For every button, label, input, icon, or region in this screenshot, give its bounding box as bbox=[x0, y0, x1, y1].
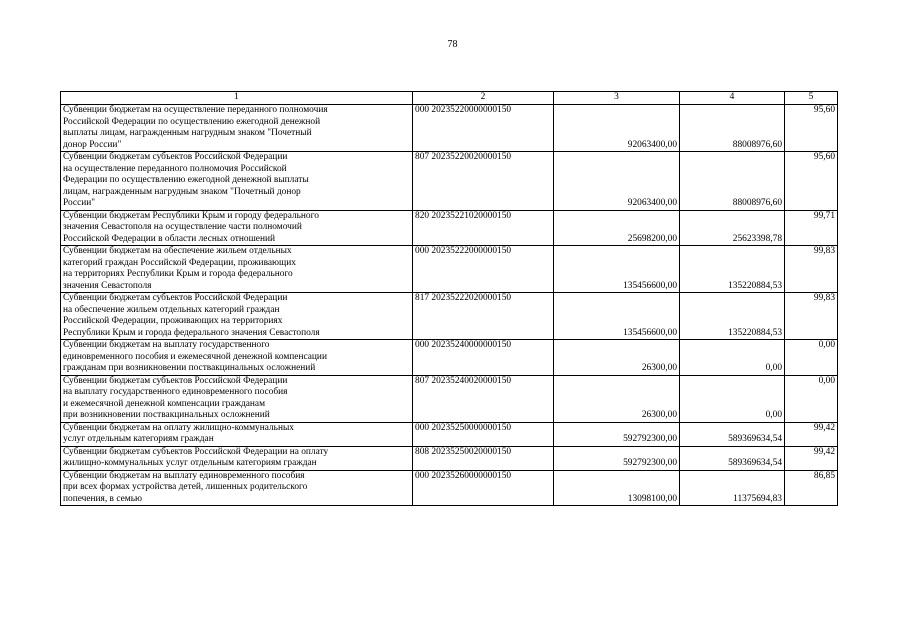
row-percent-cell: 99,42 bbox=[785, 422, 838, 446]
row-fact-cell: 135220884,53 bbox=[680, 293, 785, 340]
row-name-cell: Субвенции бюджетам субъектов Российской Федерации на оплату жилищно-коммунальных услуг отдельным категориям граждан bbox=[61, 446, 413, 470]
row-fact-cell: 11375694,83 bbox=[680, 470, 785, 506]
row-fact-cell: 589369634,54 bbox=[680, 446, 785, 470]
row-fact-cell: 0,00 bbox=[680, 340, 785, 376]
table-row bbox=[61, 293, 838, 340]
row-code-cell: 000 20235222000000150 bbox=[413, 246, 554, 293]
row-fact-cell: 25623398,78 bbox=[680, 210, 785, 246]
row-code-cell: 807 20235220020000150 bbox=[413, 152, 554, 211]
row-fact-cell: 135220884,53 bbox=[680, 246, 785, 293]
row-plan-cell: 26300,00 bbox=[554, 340, 680, 376]
column-header-1: 1 bbox=[61, 92, 413, 105]
row-name-cell: Субвенции бюджетам Республики Крым и городу федерального значения Севастополя на осуществление части полномочий Российской Федерации в области лесных отношений bbox=[61, 210, 413, 246]
row-code-cell: 808 20235250020000150 bbox=[413, 446, 554, 470]
budget-table bbox=[60, 91, 838, 506]
row-code-cell: 000 20235250000000150 bbox=[413, 422, 554, 446]
row-name-cell: Субвенции бюджетам субъектов Российской Федерации на выплату государственного единовременного пособия и ежемесячной денежной компенсации гражданам при возникновении поствакцинальных осложнений bbox=[61, 375, 413, 422]
table-row bbox=[61, 422, 838, 446]
row-plan-cell: 135456600,00 bbox=[554, 246, 680, 293]
row-percent-cell: 95,60 bbox=[785, 152, 838, 211]
row-fact-cell: 88008976,60 bbox=[680, 105, 785, 152]
row-code-cell: 000 20235240000000150 bbox=[413, 340, 554, 376]
row-fact-cell: 589369634,54 bbox=[680, 422, 785, 446]
table-row bbox=[61, 152, 838, 211]
row-plan-cell: 92063400,00 bbox=[554, 105, 680, 152]
column-header-3: 3 bbox=[554, 92, 680, 105]
row-percent-cell: 95,60 bbox=[785, 105, 838, 152]
column-header-4: 4 bbox=[680, 92, 785, 105]
row-fact-cell: 88008976,60 bbox=[680, 152, 785, 211]
row-code-cell: 000 20235260000000150 bbox=[413, 470, 554, 506]
row-plan-cell: 13098100,00 bbox=[554, 470, 680, 506]
row-plan-cell: 92063400,00 bbox=[554, 152, 680, 211]
row-name-cell: Субвенции бюджетам субъектов Российской Федерации на обеспечение жильем отдельных категорий граждан Российской Федерации, проживающих на территориях Республики Крым и города федерального значения Севастополя bbox=[61, 293, 413, 340]
column-header-5: 5 bbox=[785, 92, 838, 105]
row-plan-cell: 592792300,00 bbox=[554, 422, 680, 446]
header-row bbox=[61, 92, 838, 105]
table-row bbox=[61, 246, 838, 293]
row-percent-cell: 99,71 bbox=[785, 210, 838, 246]
table-row bbox=[61, 340, 838, 376]
row-plan-cell: 592792300,00 bbox=[554, 446, 680, 470]
row-name-cell: Субвенции бюджетам на выплату единовременного пособия при всех формах устройства детей, лишенных родительского попечения, в семью bbox=[61, 470, 413, 506]
row-percent-cell: 99,42 bbox=[785, 446, 838, 470]
row-name-cell: Субвенции бюджетам субъектов Российской Федерации на осуществление переданного полномочия Российской Федерации по осуществлению ежегодной денежной выплаты лицам, награжденным нагрудным знаком "Почетный донор России" bbox=[61, 152, 413, 211]
row-plan-cell: 25698200,00 bbox=[554, 210, 680, 246]
column-header-2: 2 bbox=[413, 92, 554, 105]
row-percent-cell: 0,00 bbox=[785, 375, 838, 422]
row-code-cell: 000 20235220000000150 bbox=[413, 105, 554, 152]
table-row bbox=[61, 375, 838, 422]
table-row bbox=[61, 105, 838, 152]
row-plan-cell: 26300,00 bbox=[554, 375, 680, 422]
row-name-cell: Субвенции бюджетам на выплату государственного единовременного пособия и ежемесячной денежной компенсации гражданам при возникновении поствакцинальных осложнений bbox=[61, 340, 413, 376]
row-name-cell: Субвенции бюджетам на обеспечение жильем отдельных категорий граждан Российской Федерации, проживающих на территориях Республики Крым и города федерального значения Севастополя bbox=[61, 246, 413, 293]
page-number: 78 bbox=[447, 39, 458, 50]
row-percent-cell: 99,83 bbox=[785, 246, 838, 293]
row-code-cell: 807 20235240020000150 bbox=[413, 375, 554, 422]
row-percent-cell: 86,85 bbox=[785, 470, 838, 506]
row-percent-cell: 99,83 bbox=[785, 293, 838, 340]
table-row bbox=[61, 470, 838, 506]
row-plan-cell: 135456600,00 bbox=[554, 293, 680, 340]
row-code-cell: 820 20235221020000150 bbox=[413, 210, 554, 246]
row-code-cell: 817 20235222020000150 bbox=[413, 293, 554, 340]
table-row bbox=[61, 210, 838, 246]
table-row bbox=[61, 446, 838, 470]
row-fact-cell: 0,00 bbox=[680, 375, 785, 422]
row-name-cell: Субвенции бюджетам на осуществление переданного полномочия Российской Федерации по осуществлению ежегодной денежной выплаты лицам, награжденным нагрудным знаком "Почетный донор России" bbox=[61, 105, 413, 152]
row-percent-cell: 0,00 bbox=[785, 340, 838, 376]
row-name-cell: Субвенции бюджетам на оплату жилищно-коммунальных услуг отдельным категориям граждан bbox=[61, 422, 413, 446]
